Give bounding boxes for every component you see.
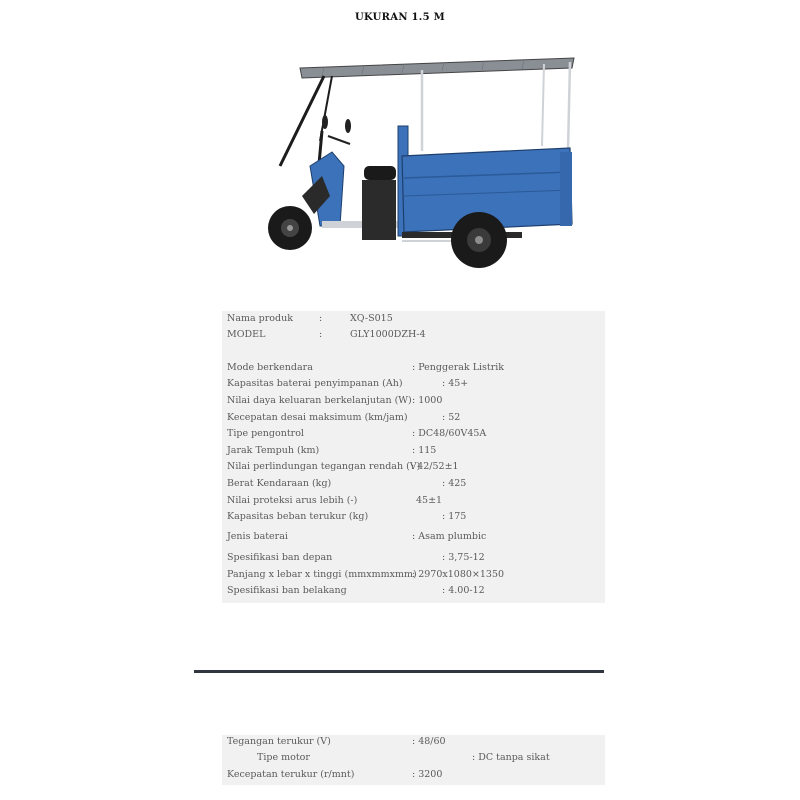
spec-label: Jarak Tempuh (km) — [227, 445, 320, 456]
spec-separator: : — [319, 313, 323, 324]
spec-label: Spesifikasi ban belakang — [227, 585, 347, 596]
spec-label: Nilai perlindungan tegangan rendah (V) — [227, 461, 421, 472]
spec-value: GLY1000DZH-4 — [350, 329, 426, 340]
spec-label: Nilai proteksi arus lebih (-) — [227, 495, 358, 506]
spec-value: : Asam plumbic — [412, 531, 487, 542]
electric-tricycle-image — [262, 56, 582, 276]
spec-value: : 425 — [442, 478, 467, 489]
spec-value: : 3200 — [412, 769, 443, 780]
spec-value: : 42/52±1 — [411, 461, 459, 472]
spec-label: Kecepatan terukur (r/mnt) — [227, 769, 355, 780]
spec-separator: : — [319, 329, 323, 340]
spec-value: : 115 — [412, 445, 437, 456]
spec-value: : 45+ — [442, 378, 469, 389]
spec-value: XQ-S015 — [350, 313, 393, 324]
spec-label: Kecepatan desai maksimum (km/jam) — [227, 412, 408, 423]
spec-label: MODEL — [227, 329, 266, 340]
spec-panel-bottom — [222, 735, 605, 785]
section-divider — [194, 670, 604, 673]
spec-panel — [222, 311, 605, 603]
spec-label: Tegangan terukur (V) — [227, 736, 331, 747]
spec-label: Nama produk — [227, 313, 293, 324]
spec-label: Panjang x lebar x tinggi (mmxmmxmm) — [227, 569, 417, 580]
spec-label: Jenis baterai — [227, 531, 288, 542]
spec-label: Berat Kendaraan (kg) — [227, 478, 332, 489]
spec-value: : DC tanpa sikat — [472, 752, 550, 763]
spec-label: Tipe motor — [257, 752, 310, 763]
spec-label: Mode berkendara — [227, 362, 313, 373]
spec-value: : 175 — [442, 511, 467, 522]
spec-value: : 48/60 — [412, 736, 446, 747]
spec-value: 45±1 — [416, 495, 443, 506]
spec-label: Tipe pengontrol — [227, 428, 304, 439]
page-title: UKURAN 1.5 M — [354, 12, 446, 23]
spec-label: Spesifikasi ban depan — [227, 552, 333, 563]
spec-value: : 52 — [442, 412, 461, 423]
spec-value: : 4.00-12 — [442, 585, 485, 596]
spec-label: Nilai daya keluaran berkelanjutan (W) — [227, 395, 412, 406]
spec-value: : 2970x1080×1350 — [412, 569, 505, 580]
spec-label: Kapasitas baterai penyimpanan (Ah) — [227, 378, 403, 389]
spec-value: : 3,75-12 — [442, 552, 485, 563]
spec-label: Kapasitas beban terukur (kg) — [227, 511, 369, 522]
spec-value: : DC48/60V45A — [412, 428, 487, 439]
spec-value: : Penggerak Listrik — [412, 362, 505, 373]
spec-value: : 1000 — [412, 395, 443, 406]
